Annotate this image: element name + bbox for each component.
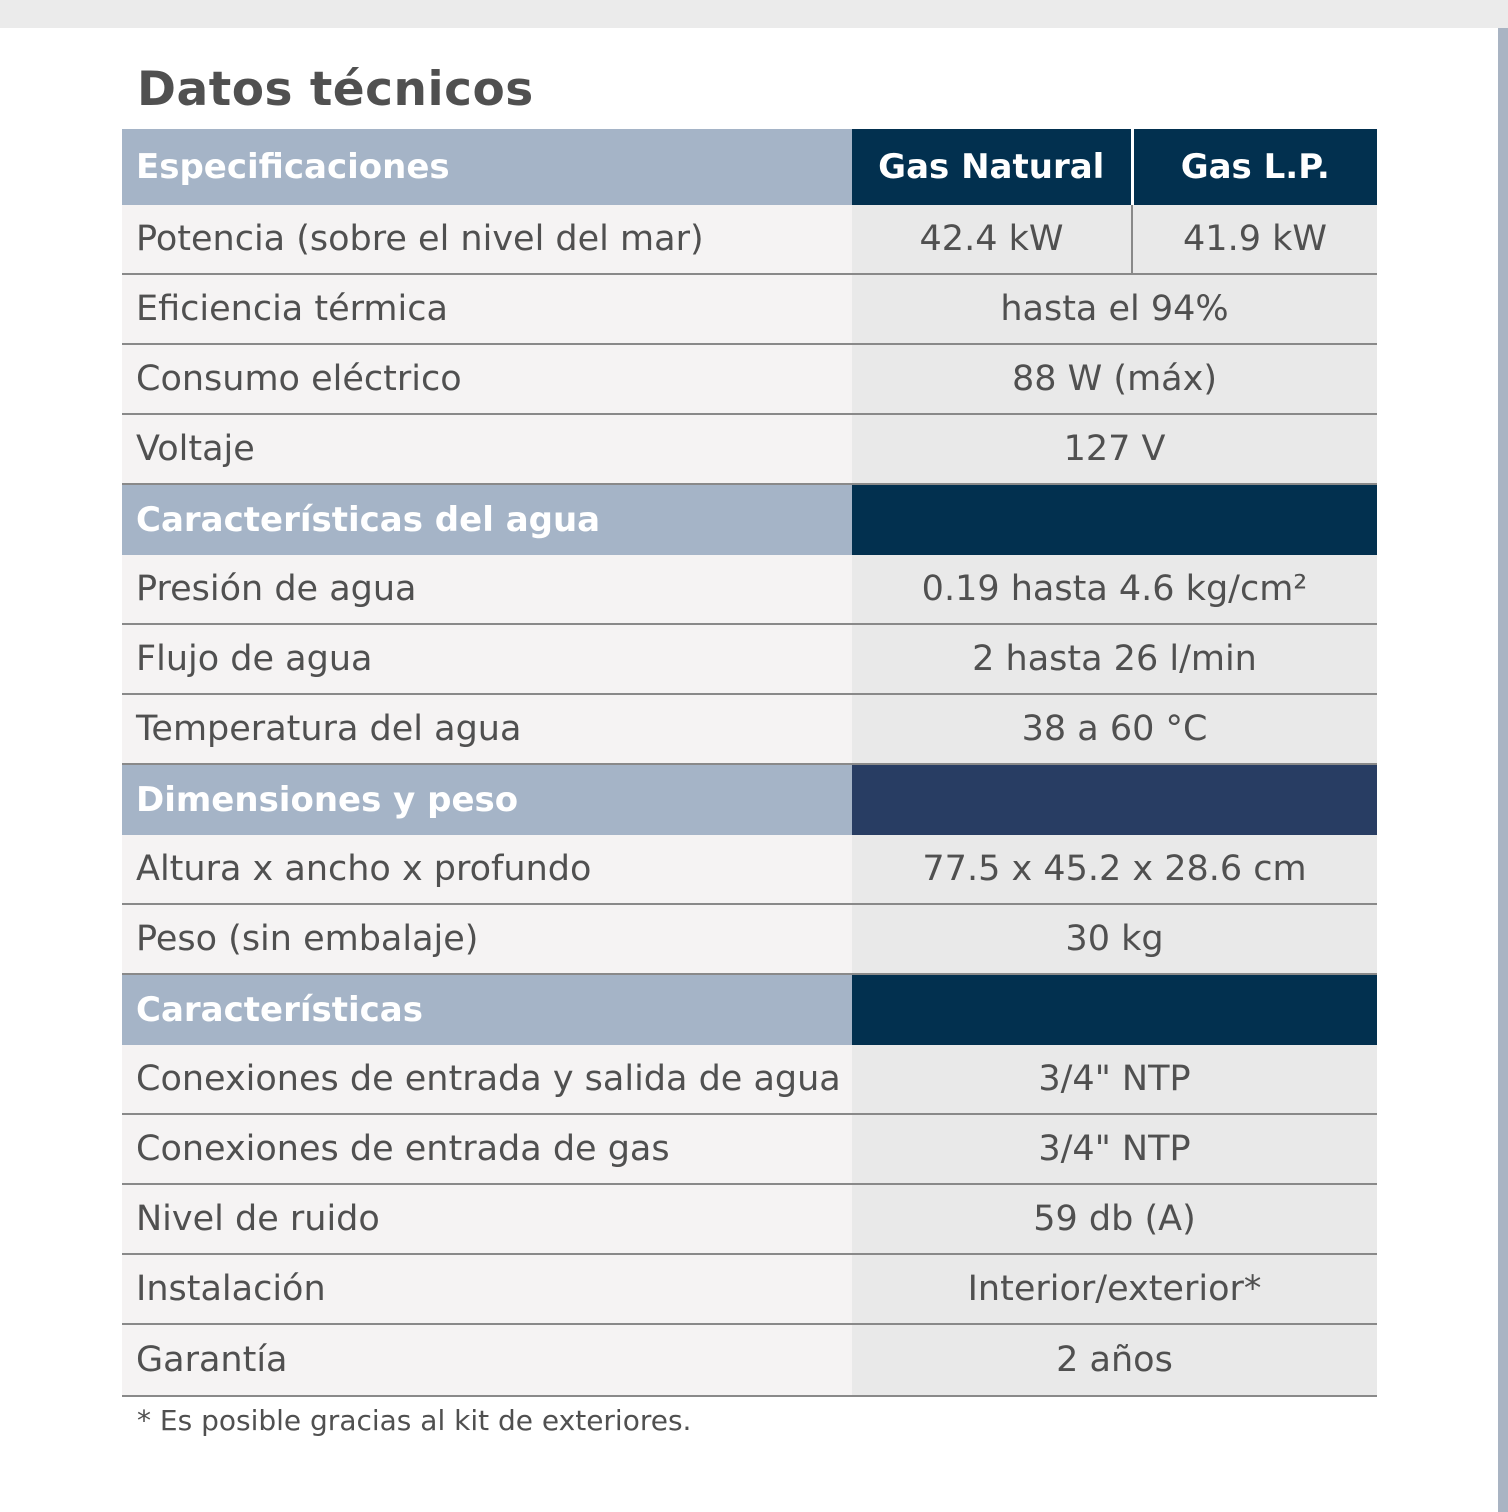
row-label: Eficiencia térmica (122, 274, 852, 344)
row-label: Voltaje (122, 414, 852, 484)
row-value: 3/4" NTP (852, 1114, 1377, 1184)
row-value: Interior/exterior* (852, 1254, 1377, 1324)
row-value: 77.5 x 45.2 x 28.6 cm (852, 835, 1377, 904)
row-value: 2 años (852, 1324, 1377, 1396)
table-row-garantia (122, 1324, 1377, 1396)
row-value: 30 kg (852, 904, 1377, 974)
table-header-row (122, 129, 1377, 205)
table-row-ruido (122, 1184, 1377, 1254)
row-value: 59 db (A) (852, 1184, 1377, 1254)
table-row-potencia (122, 205, 1377, 274)
section-band (852, 484, 1377, 555)
row-value: 2 hasta 26 l/min (852, 624, 1377, 694)
section-title: Características (122, 974, 852, 1045)
table-row-altura (122, 835, 1377, 904)
section-title: Dimensiones y peso (122, 764, 852, 835)
header-gas-natural: Gas Natural (852, 129, 1132, 205)
section-band (852, 764, 1377, 835)
footnote: * Es posible gracias al kit de exteriores. (137, 1404, 692, 1437)
header-specifications: Especificaciones (122, 129, 852, 205)
row-label: Nivel de ruido (122, 1184, 852, 1254)
table-row-voltaje (122, 414, 1377, 484)
table-row-peso (122, 904, 1377, 974)
section-title: Características del agua (122, 484, 852, 555)
row-label: Temperatura del agua (122, 694, 852, 764)
row-label: Presión de agua (122, 555, 852, 624)
row-value: hasta el 94% (852, 274, 1377, 344)
value-gas-lp: 41.9 kW (1132, 205, 1377, 274)
table-row-conexiones-gas (122, 1114, 1377, 1184)
section-row-caracteristicas (122, 974, 1377, 1045)
row-label: Altura x ancho x profundo (122, 835, 852, 904)
table-row-flujo (122, 624, 1377, 694)
row-label: Instalación (122, 1254, 852, 1324)
table-row-conexiones-agua (122, 1045, 1377, 1114)
table-row-temperatura (122, 694, 1377, 764)
section-row-agua (122, 484, 1377, 555)
top-strip (0, 0, 1508, 28)
row-label: Garantía (122, 1324, 852, 1396)
section-row-dimensiones (122, 764, 1377, 835)
table-row-eficiencia (122, 274, 1377, 344)
row-label: Potencia (sobre el nivel del mar) (122, 205, 852, 274)
row-value: 127 V (852, 414, 1377, 484)
value-gas-natural: 42.4 kW (852, 205, 1132, 274)
row-label: Peso (sin embalaje) (122, 904, 852, 974)
right-edge-strip (1498, 28, 1508, 1512)
header-gas-lp: Gas L.P. (1132, 129, 1377, 205)
table-row-presion (122, 555, 1377, 624)
row-label: Consumo eléctrico (122, 344, 852, 414)
row-label: Flujo de agua (122, 624, 852, 694)
row-value: 38 a 60 °C (852, 694, 1377, 764)
table-row-instalacion (122, 1254, 1377, 1324)
specifications-table (122, 129, 1377, 1397)
row-label: Conexiones de entrada y salida de agua (122, 1045, 852, 1114)
section-band (852, 974, 1377, 1045)
row-value: 3/4" NTP (852, 1045, 1377, 1114)
row-value: 0.19 hasta 4.6 kg/cm² (852, 555, 1377, 624)
row-label: Conexiones de entrada de gas (122, 1114, 852, 1184)
table-row-consumo (122, 344, 1377, 414)
page-title: Datos técnicos (137, 62, 534, 117)
row-value: 88 W (máx) (852, 344, 1377, 414)
